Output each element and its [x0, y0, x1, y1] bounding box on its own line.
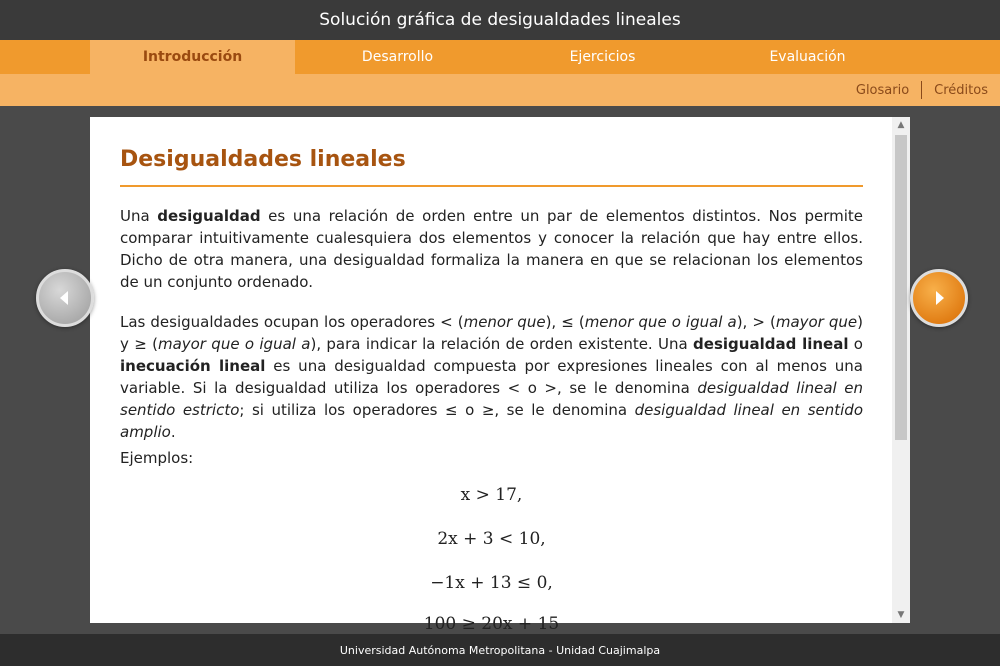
text-span: ) y ≥ (	[120, 313, 864, 353]
content-panel[interactable]	[90, 117, 910, 634]
scroll-thumb[interactable]	[895, 135, 907, 440]
tab-desarrollo[interactable]: Desarrollo	[361, 49, 434, 65]
main-nav	[0, 40, 1000, 74]
glossary-link[interactable]: Glosario	[855, 82, 910, 98]
title-underline	[120, 185, 863, 187]
scroll-up-icon[interactable]: ▲	[897, 120, 905, 130]
text-span: o	[848, 335, 863, 353]
text-span: ), > (	[736, 313, 776, 331]
tab-evaluacion[interactable]: Evaluación	[769, 49, 846, 65]
term-sentido-amplio: desigualdad lineal en sentido amplio	[120, 401, 863, 441]
chevron-right-icon	[929, 288, 949, 308]
tab-introduccion[interactable]: Introducción	[90, 40, 295, 74]
scroll-down-icon[interactable]: ▼	[897, 610, 905, 620]
page-title: Desigualdades lineales	[120, 147, 406, 172]
operator-desc: menor que o igual a	[584, 313, 737, 331]
app-title: Solución gráfica de desigualdades lineales	[0, 0, 1000, 40]
text-span: Una	[120, 207, 158, 225]
prev-button[interactable]	[36, 269, 94, 327]
text-span: es una desigualdad compuesta por expresiones lineales con al menos una variable. Si la desigualdad utiliza los operadores < o >, se le denomina	[120, 357, 863, 397]
operator-desc: mayor que	[775, 313, 858, 331]
formula-3: −1x + 13 ≤ 0,	[430, 573, 553, 593]
term-inecuacion-lineal: inecuación lineal	[120, 357, 266, 375]
paragraph-operators	[120, 311, 863, 443]
secondary-nav	[0, 74, 1000, 106]
paragraph-definition	[120, 205, 863, 293]
formula-2: 2x + 3 < 10,	[437, 529, 546, 549]
tab-ejercicios[interactable]: Ejercicios	[569, 49, 636, 65]
text-span: ), para indicar la relación de orden existente. Una	[310, 335, 694, 353]
text-span: Las desigualdades ocupan los operadores < (	[120, 313, 464, 331]
text-span: .	[170, 423, 176, 441]
operator-desc: menor que	[463, 313, 546, 331]
formula-1: x > 17,	[460, 485, 523, 505]
operator-desc: mayor que o igual a	[157, 335, 311, 353]
formula-4: 100 ≥ 20x + 15	[423, 614, 560, 634]
text-span: ; si utiliza los operadores ≤ o ≥, se le denomina	[239, 401, 635, 419]
text-span: ), ≤ (	[545, 313, 585, 331]
term-sentido-estricto: desigualdad lineal en sentido estricto	[120, 379, 863, 419]
credits-link[interactable]: Créditos	[934, 82, 988, 98]
term-desigualdad: desigualdad	[157, 207, 261, 225]
footer-credit: Universidad Autónoma Metropolitana - Unidad Cuajimalpa	[0, 634, 1000, 666]
term-desigualdad-lineal: desigualdad lineal	[693, 335, 849, 353]
examples-label: Ejemplos:	[120, 449, 194, 467]
next-button[interactable]	[910, 269, 968, 327]
content-scrollbar[interactable]	[892, 117, 910, 623]
chevron-left-icon	[55, 288, 75, 308]
text-span: es una relación de orden entre un par de elementos distintos. Nos permite comparar intuitivamente cualesquiera dos elementos y conocer la relación que hay entre ellos. Dicho de otra manera, una desigualdad formaliza la manera en que se relacionan los elementos de un conjunto ordenado.	[120, 207, 863, 291]
